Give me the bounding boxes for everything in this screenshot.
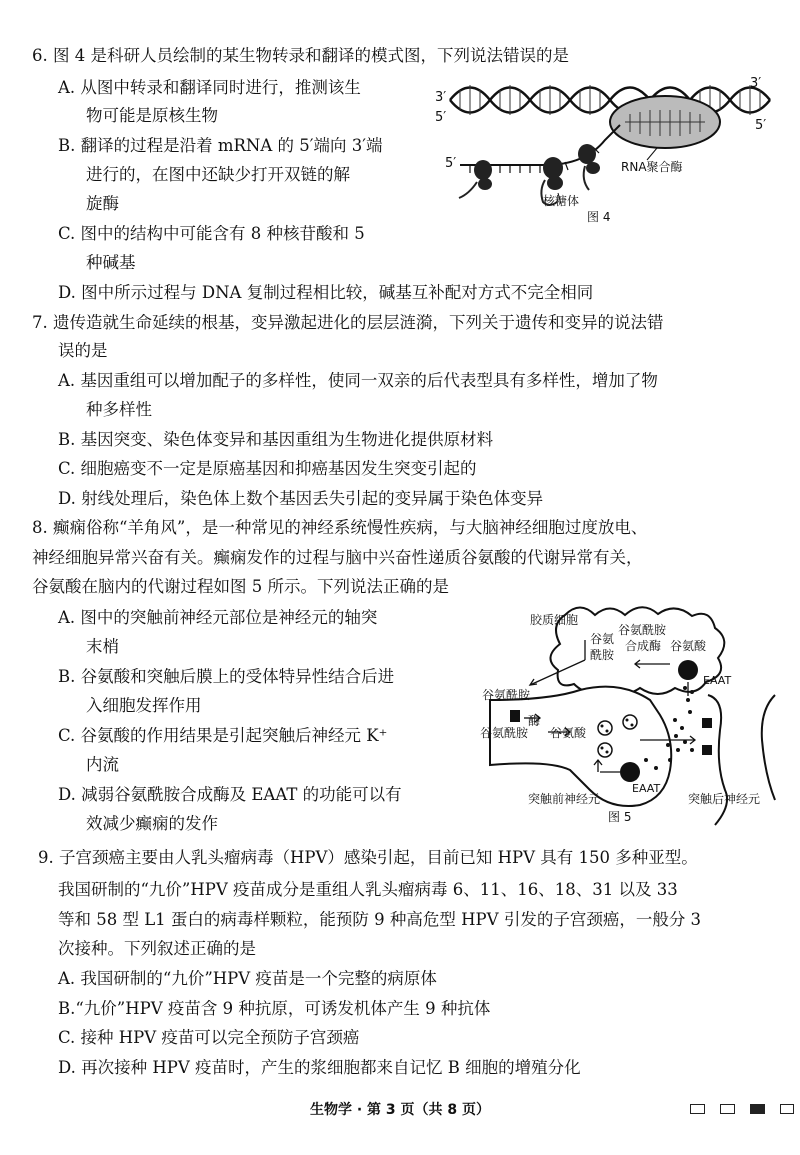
q8-option-b: B. 谷氨酸和突触后膜上的受体特异性结合后进 xyxy=(58,667,395,686)
q7-option-a: A. 基因重组可以增加配子的多样性，使同一双亲的后代表型具有多样性，增加了物 xyxy=(58,371,658,390)
eaat-presynaptic xyxy=(620,762,640,782)
q7-stem: 7. 遗传造就生命延续的根基，变异激起进化的层层涟漪，下列关于遗传和变异的说法错 xyxy=(32,313,664,332)
q8-option-a: A. 图中的突触前神经元部位是神经元的轴突 xyxy=(58,608,378,627)
fig4-label-5prime-mrna: 5′ xyxy=(445,156,457,171)
fig5-label-gln-synthetase-2: 合成酶 xyxy=(625,639,662,653)
q8-option-a-cont: 末梢 xyxy=(86,637,119,656)
receptor-1 xyxy=(702,718,712,728)
q6-option-b-cont2: 旋酶 xyxy=(86,194,119,213)
fig5-label-glia-gln-2: 酰胺 xyxy=(590,648,615,662)
q6-option-a: A. 从图中转录和翻译同时进行，推测该生 xyxy=(58,78,361,97)
q8-stem: 8. 癫痫俗称“羊角风”，是一种常见的神经系统慢性疾病，与大脑神经细胞过度放电、 xyxy=(32,518,648,537)
q7-option-b: B. 基因突变、染色体变异和基因重组为生物进化提供原材料 xyxy=(58,430,494,449)
fig5-label-glia-glu: 谷氨酸 xyxy=(670,639,707,653)
page-marker-1 xyxy=(690,1104,705,1114)
fig5-label-postsynaptic: 突触后神经元 xyxy=(688,792,761,806)
q7-option-d: D. 射线处理后，染色体上数个基因丢失引起的变异属于染色体变异 xyxy=(58,489,544,508)
mrna-strand xyxy=(460,125,620,165)
fig4-label-rna-polymerase: RNA聚合酶 xyxy=(621,160,683,174)
gln-transporter xyxy=(510,710,520,722)
q9-stem-cont2: 等和 58 型 L1 蛋白的病毒样颗粒，能预防 9 种高危型 HPV 引发的子宫颈癌，一般分 3 xyxy=(58,910,702,929)
fig4-label-3prime-right: 3′ xyxy=(750,76,762,91)
q6-stem: 6. 图 4 是科研人员绘制的某生物转录和翻译的模式图，下列说法错误的是 xyxy=(32,46,569,65)
fig5-caption: 图 5 xyxy=(608,810,632,824)
fig5-label-eaat-bottom: EAAT xyxy=(632,782,661,795)
figure-5 xyxy=(470,600,785,830)
fig4-diagram xyxy=(425,70,785,230)
fig5-label-glu-inside: 谷氨酸 xyxy=(550,726,587,740)
q9-option-a: A. 我国研制的“九价”HPV 疫苗是一个完整的病原体 xyxy=(58,969,437,988)
fig4-label-3prime-left: 3′ xyxy=(435,90,447,105)
q7-stem-cont: 误的是 xyxy=(58,341,108,360)
fig5-label-gln-outside: 谷氨酰胺 xyxy=(482,688,531,702)
q8-stem-cont2: 谷氨酸在脑内的代谢过程如图 5 所示。下列说法正确的是 xyxy=(32,577,449,596)
fig5-label-glia: 胶质细胞 xyxy=(530,613,579,627)
fig4-label-5prime-right: 5′ xyxy=(755,118,767,133)
fig5-label-gln-synthetase-1: 谷氨酰胺 xyxy=(618,623,667,637)
q8-option-d-cont: 效减少癫痫的发作 xyxy=(86,814,218,833)
q6-option-b: B. 翻译的过程是沿着 mRNA 的 5′端向 3′端 xyxy=(58,136,383,155)
q9-stem-cont3: 次接种。下列叙述正确的是 xyxy=(58,939,256,958)
q9-stem-cont: 我国研制的“九价”HPV 疫苗成分是重组人乳头瘤病毒 6、11、16、18、31 以及 33 xyxy=(58,880,678,899)
q6-option-d: D. 图中所示过程与 DNA 复制过程相比较，碱基互补配对方式不完全相同 xyxy=(58,283,594,302)
q8-option-c: C. 谷氨酸的作用结果是引起突触后神经元 K⁺ xyxy=(58,726,388,745)
q9-stem: 9. 子宫颈癌主要由人乳头瘤病毒（HPV）感染引起，目前已知 HPV 具有 150 多种亚型。 xyxy=(38,848,698,867)
q8-option-d: D. 减弱谷氨酰胺合成酶及 EAAT 的功能可以有 xyxy=(58,785,402,804)
page-marker-2 xyxy=(720,1104,735,1114)
fig5-label-enzyme: 酶 xyxy=(528,714,541,728)
page-footer: 生物学 · 第 3 页（共 8 页） xyxy=(309,1102,491,1118)
q7-option-c: C. 细胞癌变不一定是原癌基因和抑癌基因发生突变引起的 xyxy=(58,459,477,478)
q8-option-b-cont: 入细胞发挥作用 xyxy=(86,696,202,715)
page-marker-3 xyxy=(750,1104,765,1114)
q8-stem-cont: 神经细胞异常兴奋有关。癫痫发作的过程与脑中兴奋性递质谷氨酸的代谢异常有关， xyxy=(32,548,643,567)
q6-option-c-cont: 种碱基 xyxy=(86,253,136,272)
fig4-caption: 图 4 xyxy=(587,210,611,224)
q8-option-c-cont: 内流 xyxy=(86,755,119,774)
page-marker-4 xyxy=(780,1104,794,1114)
figure-4 xyxy=(425,70,785,230)
q9-option-b: B.“九价”HPV 疫苗含 9 种抗原，可诱发机体产生 9 种抗体 xyxy=(58,999,491,1018)
fig5-label-presynaptic: 突触前神经元 xyxy=(528,792,601,806)
fig5-label-eaat-top: EAAT xyxy=(703,674,732,687)
q6-option-b-cont: 进行的，在图中还缺少打开双链的解 xyxy=(86,165,350,184)
q9-option-d: D. 再次接种 HPV 疫苗时，产生的浆细胞都来自记忆 B 细胞的增殖分化 xyxy=(58,1058,581,1077)
fig4-label-5prime-left: 5′ xyxy=(435,110,447,125)
fig4-label-ribosome: 核糖体 xyxy=(543,194,580,208)
q7-option-a-cont: 种多样性 xyxy=(86,400,152,419)
fig5-label-glia-gln-1: 谷氨 xyxy=(590,632,615,646)
q6-option-a-cont: 物可能是原核生物 xyxy=(86,106,218,125)
q6-option-c: C. 图中的结构中可能含有 8 种核苷酸和 5 xyxy=(58,224,365,243)
receptor-2 xyxy=(702,745,712,755)
q9-option-c: C. 接种 HPV 疫苗可以完全预防子宫颈癌 xyxy=(58,1028,360,1047)
fig5-label-gln-inside: 谷氨酰胺 xyxy=(480,726,529,740)
eaat-glia xyxy=(678,660,698,680)
